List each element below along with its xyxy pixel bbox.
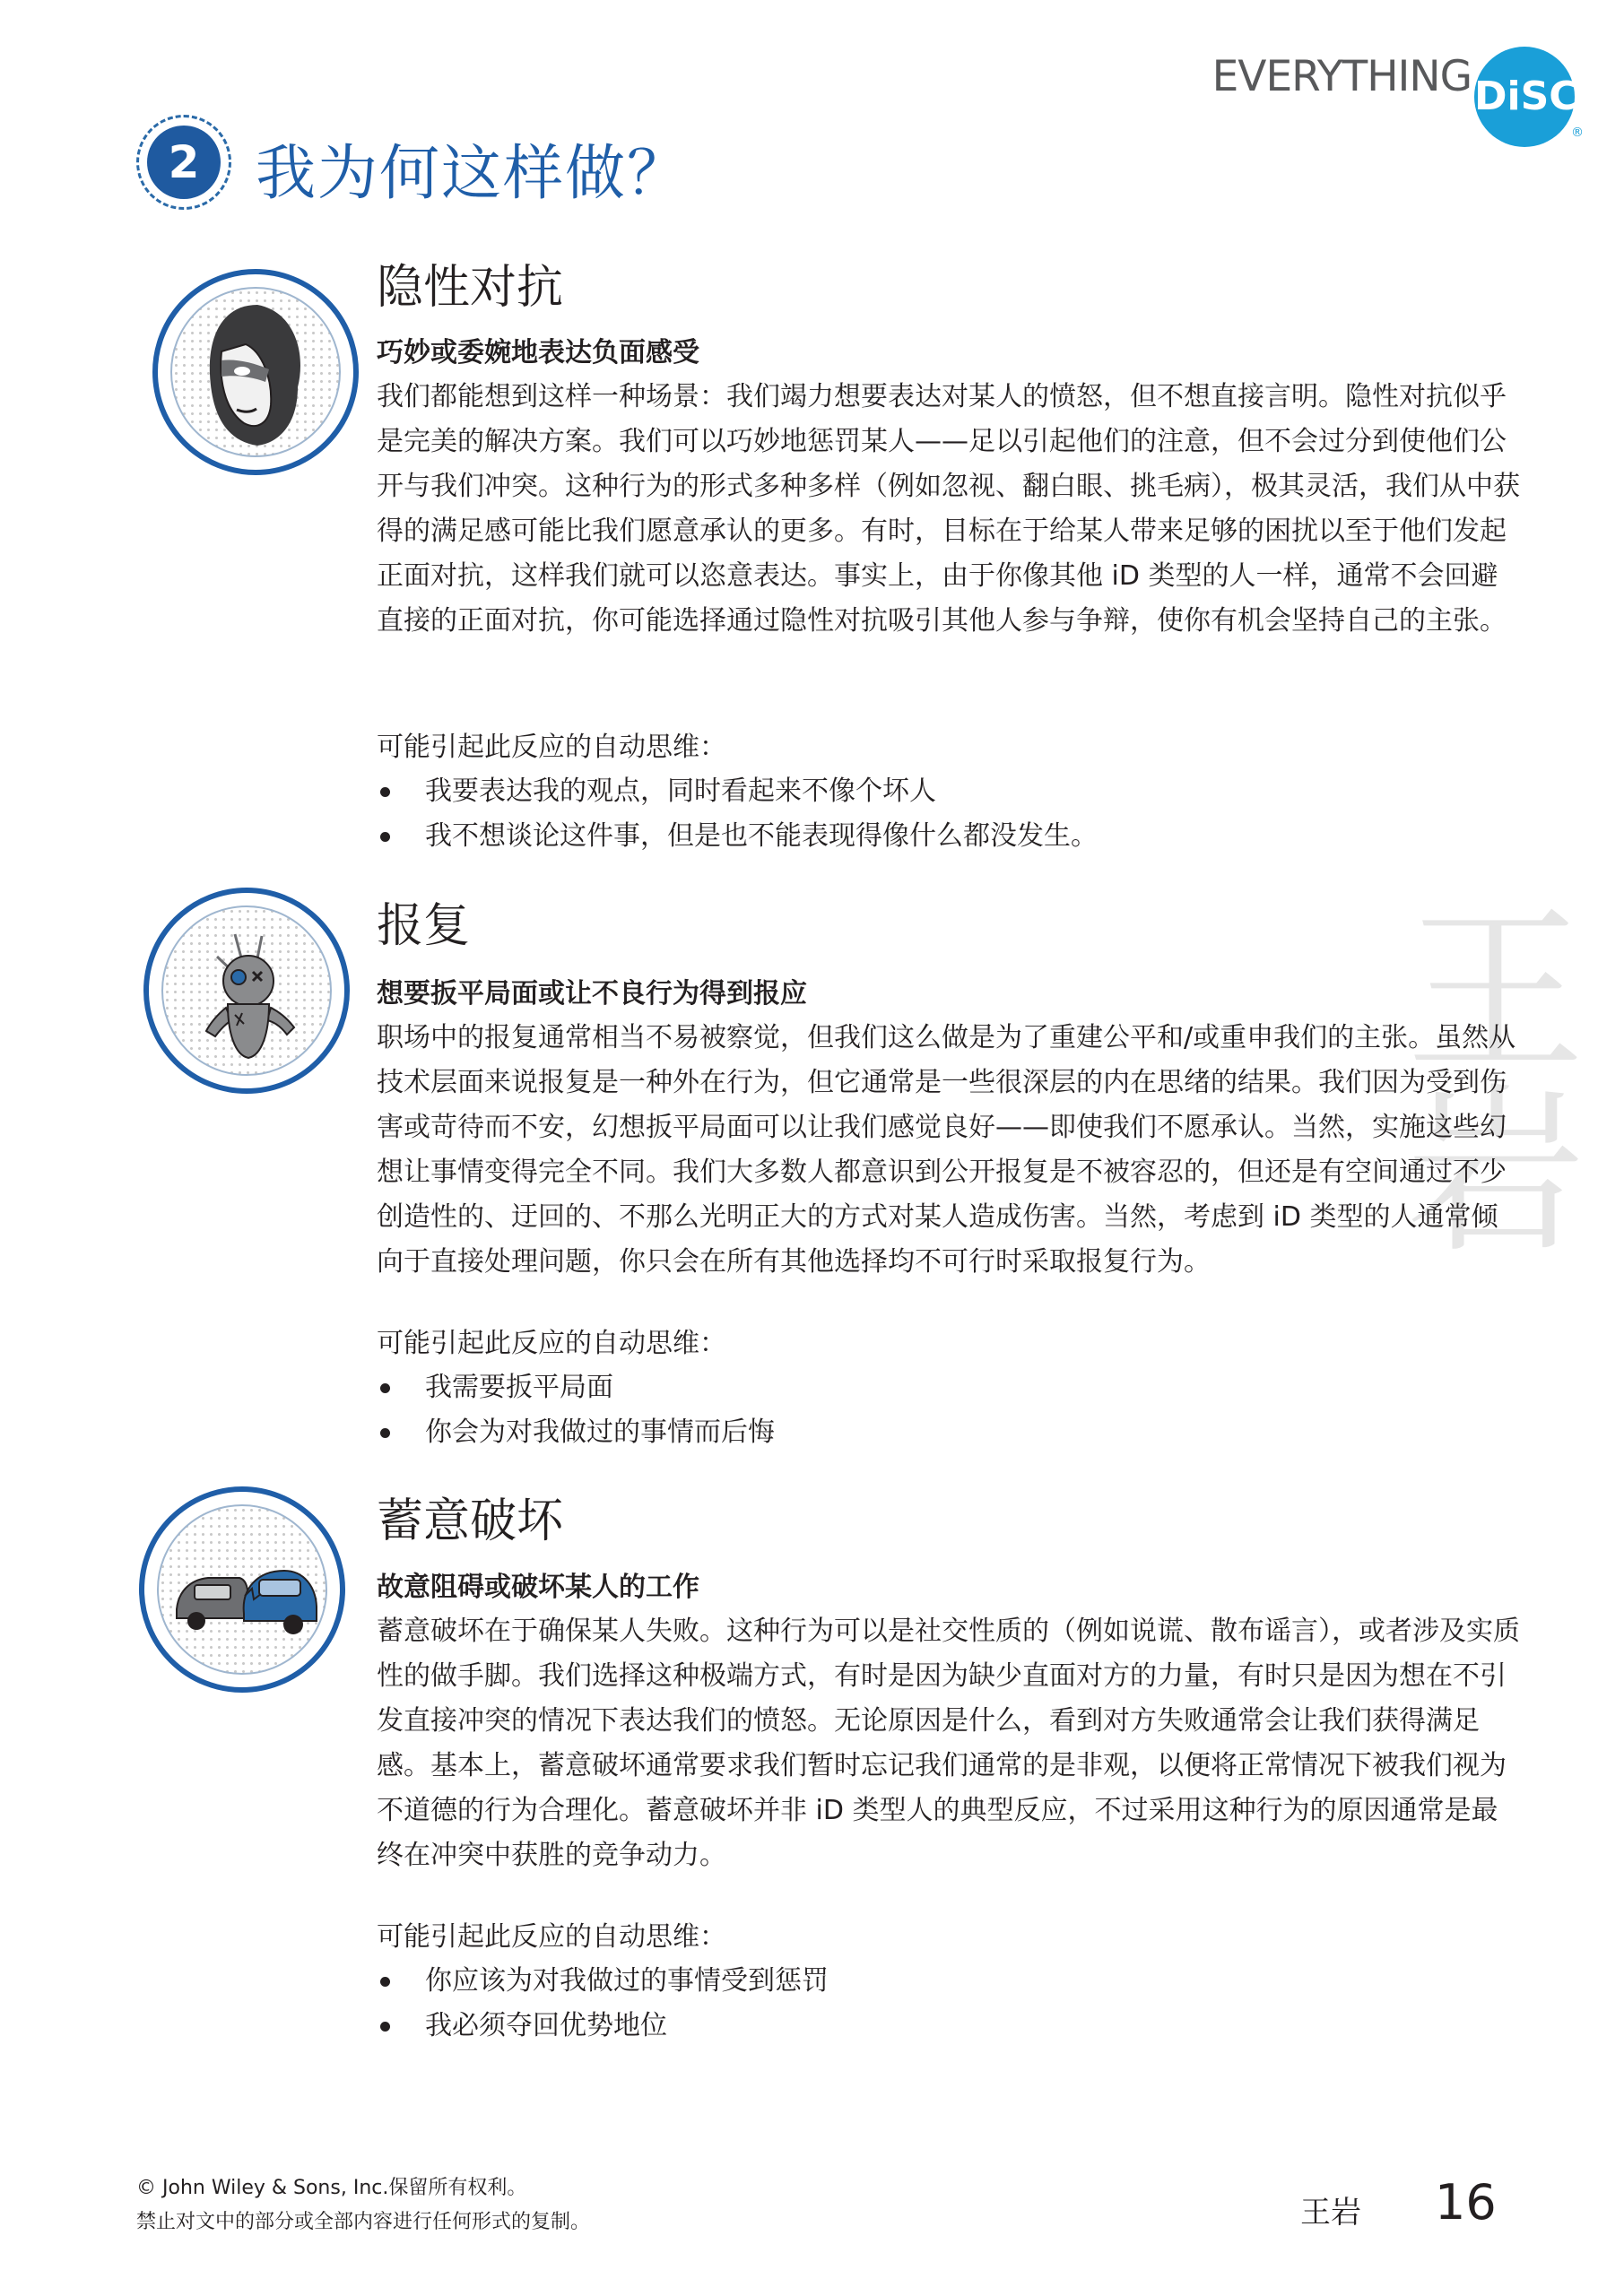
everything-disc-logo [1207, 47, 1584, 140]
copyright-line-1: © John Wiley & Sons, Inc.保留所有权利。 [136, 2177, 527, 2199]
logo-disc-mark: DiSC [1474, 47, 1575, 147]
bullet-icon [380, 1977, 390, 1987]
voodoo-doll-icon [143, 888, 350, 1094]
copyright-notice [136, 2171, 590, 2240]
section-body: 我们都能想到这样一种场景：我们竭力想要表达对某人的愤怒，但不想直接言明。隐性对抗似乎是完美的解决方案。我们可以巧妙地惩罚某人——足以引起他们的注意，但不会过分到使他们公开与我们冲突。这种行为的形式多种多样（例如忽视、翻白眼、挑毛病），极其灵活，我们从中获得的满足感可能比我们愿意承认的更多。有时，目标在于给某人带来足够的困扰以至于他们发起正面对抗，这样我们就可以恣意表达。事实上，由于你像其他 iD 类型的人一样，通常不会回避直接的正面对抗，你可能选择通过隐性对抗吸引其他人参与争辩，使你有机会坚持自己的主张。 [377, 381, 1520, 637]
section-subtitle: 想要扳平局面或让不良行为得到报应 [377, 978, 807, 1009]
list-item: 我必须夺回优势地位 [377, 2004, 829, 2049]
page-number: 16 [1435, 2174, 1497, 2231]
section-title-sabotage: 蓄意破坏 [377, 1495, 564, 1548]
thought-label: 可能引起此反应的自动思维： [377, 1921, 726, 1953]
thought-list [377, 1959, 829, 2049]
thought-label: 可能引起此反应的自动思维： [377, 1328, 726, 1359]
list-item: 我不想谈论这件事，但是也不能表现得像什么都没发生。 [377, 814, 1098, 859]
page-title: 我为何这样做？ [256, 138, 689, 208]
list-item: 你会为对我做过的事情而后悔 [377, 1410, 775, 1455]
section-number: 2 [147, 126, 221, 199]
copyright-line-2: 禁止对文中的部分或全部内容进行任何形式的复制。 [136, 2211, 591, 2233]
list-item: 我要表达我的观点，同时看起来不像个坏人 [377, 769, 1098, 814]
section-title-passive-aggression: 隐性对抗 [377, 261, 564, 315]
masked-face-icon [152, 269, 359, 475]
thought-list [377, 1365, 775, 1455]
section-subtitle: 巧妙或委婉地表达负面感受 [377, 337, 699, 368]
bullet-icon [380, 2022, 390, 2032]
logo-word: EVERYTHING [1211, 52, 1472, 101]
thought-label: 可能引起此反应的自动思维： [377, 732, 726, 763]
thought-list [377, 769, 1098, 859]
footer-name: 王岩 [1300, 2195, 1361, 2231]
bullet-icon [380, 787, 390, 797]
car-crash-icon [139, 1486, 345, 1693]
list-item: 你应该为对我做过的事情受到惩罚 [377, 1959, 829, 2004]
section-body: 职场中的报复通常相当不易被察觉，但我们这么做是为了重建公平和/或重申我们的主张。虽然从技术层面来说报复是一种外在行为，但它通常是一些很深层的内在思绪的结果。我们因为受到伤害或苛待而不安，幻想扳平局面可以让我们感觉良好——即使我们不愿承认。当然，实施这些幻想让事情变得完全不同。我们大多数人都意识到公开报复是不被容忍的，但还是有空间通过不少创造性的、迂回的、不那么光明正大的方式对某人造成伤害。当然，考虑到 iD 类型的人通常倾向于直接处理问题，你只会在所有其他选择均不可行时采取报复行为。 [377, 1022, 1516, 1278]
section-body: 蓄意破坏在于确保某人失败。这种行为可以是社交性质的（例如说谎、散布谣言），或者涉及实质性的做手脚。我们选择这种极端方式，有时是因为缺少直面对方的力量，有时只是因为想在不引发直接冲突的情况下表达我们的愤怒。无论原因是什么，看到对方失败通常会让我们获得满足感。基本上，蓄意破坏通常要求我们暂时忘记我们通常的是非观，以便将正常情况下被我们视为不道德的行为合理化。蓄意破坏并非 iD 类型人的典型反应，不过采用这种行为的原因通常是最终在冲突中获胜的竞争动力。 [377, 1616, 1520, 1871]
list-item: 我需要扳平局面 [377, 1365, 775, 1410]
bullet-icon [380, 1428, 390, 1438]
bullet-icon [380, 832, 390, 842]
section-number-badge [136, 115, 231, 210]
section-subtitle: 故意阻碍或破坏某人的工作 [377, 1572, 699, 1603]
watermark: 王岩 [1376, 897, 1585, 1255]
bullet-icon [380, 1383, 390, 1393]
section-title-revenge: 报复 [377, 899, 471, 953]
logo-registered-mark: ® [1571, 126, 1584, 140]
